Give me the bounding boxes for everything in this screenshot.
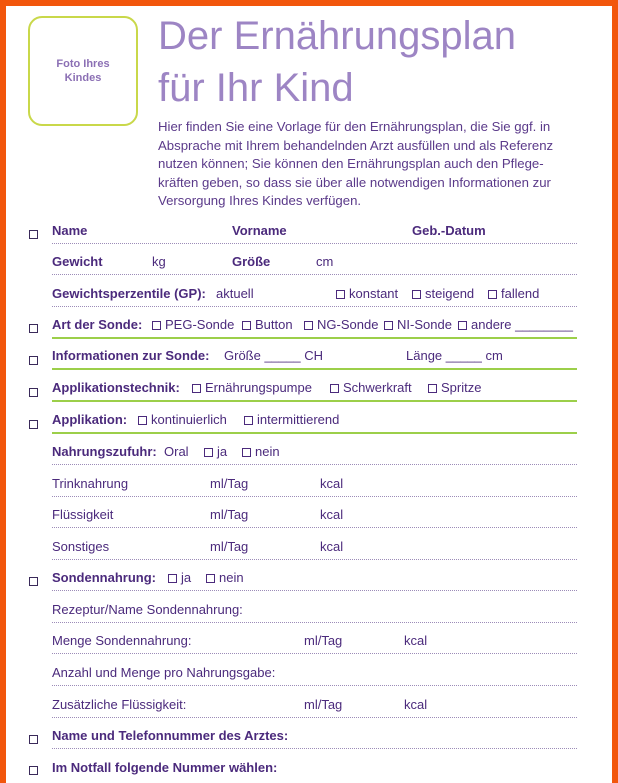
page-subtitle: für Ihr Kind (158, 66, 354, 110)
ja-option[interactable]: ja (168, 570, 191, 585)
arzt-row[interactable] (52, 725, 577, 749)
checkbox[interactable] (488, 290, 497, 299)
sonstiges-label: Sonstiges (52, 539, 110, 554)
checkbox[interactable] (384, 321, 393, 330)
checkbox[interactable] (458, 321, 467, 330)
konstant-option[interactable]: konstant (336, 286, 398, 301)
ml-tag-unit: ml/Tag (304, 697, 343, 712)
child-photo-placeholder[interactable] (28, 16, 138, 126)
section-bullet (29, 420, 38, 429)
menge-label: Menge Sondennahrung: (52, 633, 192, 648)
nein-option[interactable]: nein (242, 444, 280, 459)
aktuell-label: aktuell (216, 286, 254, 301)
gewicht-row[interactable] (52, 251, 577, 275)
vorname-label: Vorname (232, 223, 287, 238)
intro-line: Hier finden Sie eine Vorlage für den Ernährungsplan, die Sie ggf. in (158, 119, 551, 134)
checkbox[interactable] (428, 384, 437, 393)
applikationstechnik-label: Applikationstechnik: (52, 380, 180, 395)
kcal-unit: kcal (404, 633, 428, 648)
intro-text (158, 118, 578, 211)
kcal-unit: kcal (320, 476, 344, 491)
info-sonde-label: Informationen zur Sonde: (52, 348, 210, 363)
photo-label-line1: Foto Ihres (56, 58, 110, 70)
section-bullet (29, 388, 38, 397)
sonde-label: Art der Sonde: (52, 317, 143, 332)
name-label: Name (52, 223, 88, 238)
form-page (6, 6, 612, 783)
applikation-label: Applikation: (52, 412, 128, 427)
kcal-unit: kcal (320, 539, 344, 554)
fallend-option[interactable]: fallend (488, 286, 539, 301)
button-option[interactable]: Button (242, 317, 293, 332)
applikationstechnik-row (52, 378, 577, 402)
checkbox[interactable] (204, 448, 213, 457)
perzentile-row (52, 283, 577, 307)
intro-line: kräften geben, so dass sie über alle notwendigen Informationen zur (158, 174, 551, 190)
intro-line: Absprache mit Ihrem behandelnden Arzt ausfüllen und als Referenz (158, 137, 554, 153)
checkbox[interactable] (192, 384, 201, 393)
perzentile-label: Gewichtsperzentile (GP): (52, 286, 206, 301)
ml-tag-unit: ml/Tag (210, 476, 249, 491)
ni-sonde-option[interactable]: NI-Sonde (384, 317, 452, 332)
gewicht-label: Gewicht (52, 254, 103, 269)
info-sonde-row[interactable] (52, 346, 577, 370)
spritze-option[interactable]: Spritze (428, 380, 481, 395)
sondennahrung-row (52, 567, 577, 591)
ml-tag-unit: ml/Tag (304, 633, 343, 648)
trinknahrung-label: Trinknahrung (52, 476, 129, 491)
checkbox[interactable] (138, 416, 147, 425)
sonstiges-row[interactable] (52, 536, 577, 560)
section-bullet (29, 766, 38, 775)
ml-tag-unit: ml/Tag (210, 539, 249, 554)
schwerkraft-option[interactable]: Schwerkraft (330, 380, 412, 395)
steigend-option[interactable]: steigend (412, 286, 474, 301)
notfall-label: Im Notfall folgende Nummer wählen: (52, 760, 278, 775)
rezeptur-label: Rezeptur/Name Sondennahrung: (52, 602, 243, 617)
section-bullet (29, 735, 38, 744)
zusatz-label: Zusätzliche Flüssigkeit: (52, 697, 187, 712)
arzt-label: Name und Telefonnummer des Arztes: (52, 728, 289, 743)
nahrungszufuhr-row (52, 441, 577, 465)
cm-unit: cm (316, 254, 334, 269)
section-bullet (29, 577, 38, 586)
kontinuierlich-option[interactable]: kontinuierlich (138, 412, 227, 427)
ml-tag-unit: ml/Tag (210, 507, 249, 522)
fluessigkeit-label: Flüssigkeit (52, 507, 114, 522)
notfall-row[interactable] (52, 756, 577, 780)
groesse-ch-field: Größe _____ CH (224, 348, 323, 363)
intermittierend-option[interactable]: intermittierend (244, 412, 339, 427)
checkbox[interactable] (336, 290, 345, 299)
geb-datum-label: Geb.-Datum (412, 223, 486, 238)
intro-line: nutzen können; Sie können den Ernährungsplan auch den Pflege- (158, 156, 544, 171)
kcal-unit: kcal (404, 697, 428, 712)
checkbox[interactable] (206, 574, 215, 583)
section-bullet (29, 230, 38, 239)
trinknahrung-row[interactable] (52, 473, 577, 497)
applikation-row (52, 410, 577, 434)
oral-label: Oral (164, 444, 189, 459)
checkbox[interactable] (242, 321, 251, 330)
checkbox[interactable] (152, 321, 161, 330)
page-title: Der Ernährungsplan (158, 14, 516, 58)
checkbox[interactable] (242, 448, 251, 457)
groesse-label: Größe (232, 254, 271, 269)
kcal-unit: kcal (320, 507, 344, 522)
anzahl-label: Anzahl und Menge pro Nahrungsgabe: (52, 665, 276, 680)
rezeptur-row[interactable] (52, 599, 577, 623)
checkbox[interactable] (304, 321, 313, 330)
sondennahrung-label: Sondennahrung: (52, 570, 156, 585)
pumpe-option[interactable]: Ernährungspumpe (192, 380, 312, 395)
peg-sonde-option[interactable]: PEG-Sonde (152, 317, 234, 332)
laenge-cm-field: Länge _____ cm (406, 348, 503, 363)
section-bullet (29, 324, 38, 333)
intro-line: Versorgung Ihres Kindes verfügen. (158, 193, 362, 208)
checkbox[interactable] (168, 574, 177, 583)
nahrungszufuhr-label: Nahrungszufuhr: (52, 444, 157, 459)
ja-option[interactable]: ja (204, 444, 227, 459)
checkbox[interactable] (244, 416, 253, 425)
andere-option[interactable]: andere ________ (458, 317, 573, 332)
ng-sonde-option[interactable]: NG-Sonde (304, 317, 378, 332)
section-bullet (29, 356, 38, 365)
photo-label-line2: Kindes (64, 72, 102, 84)
kg-unit: kg (152, 254, 166, 269)
sonde-row (52, 315, 577, 339)
name-row[interactable] (52, 220, 577, 244)
checkbox[interactable] (412, 290, 421, 299)
checkbox[interactable] (330, 384, 339, 393)
nein-option[interactable]: nein (206, 570, 244, 585)
menge-row[interactable] (52, 630, 577, 654)
zusatz-row[interactable] (52, 694, 577, 718)
fluessigkeit-row[interactable] (52, 504, 577, 528)
anzahl-row[interactable] (52, 662, 577, 686)
